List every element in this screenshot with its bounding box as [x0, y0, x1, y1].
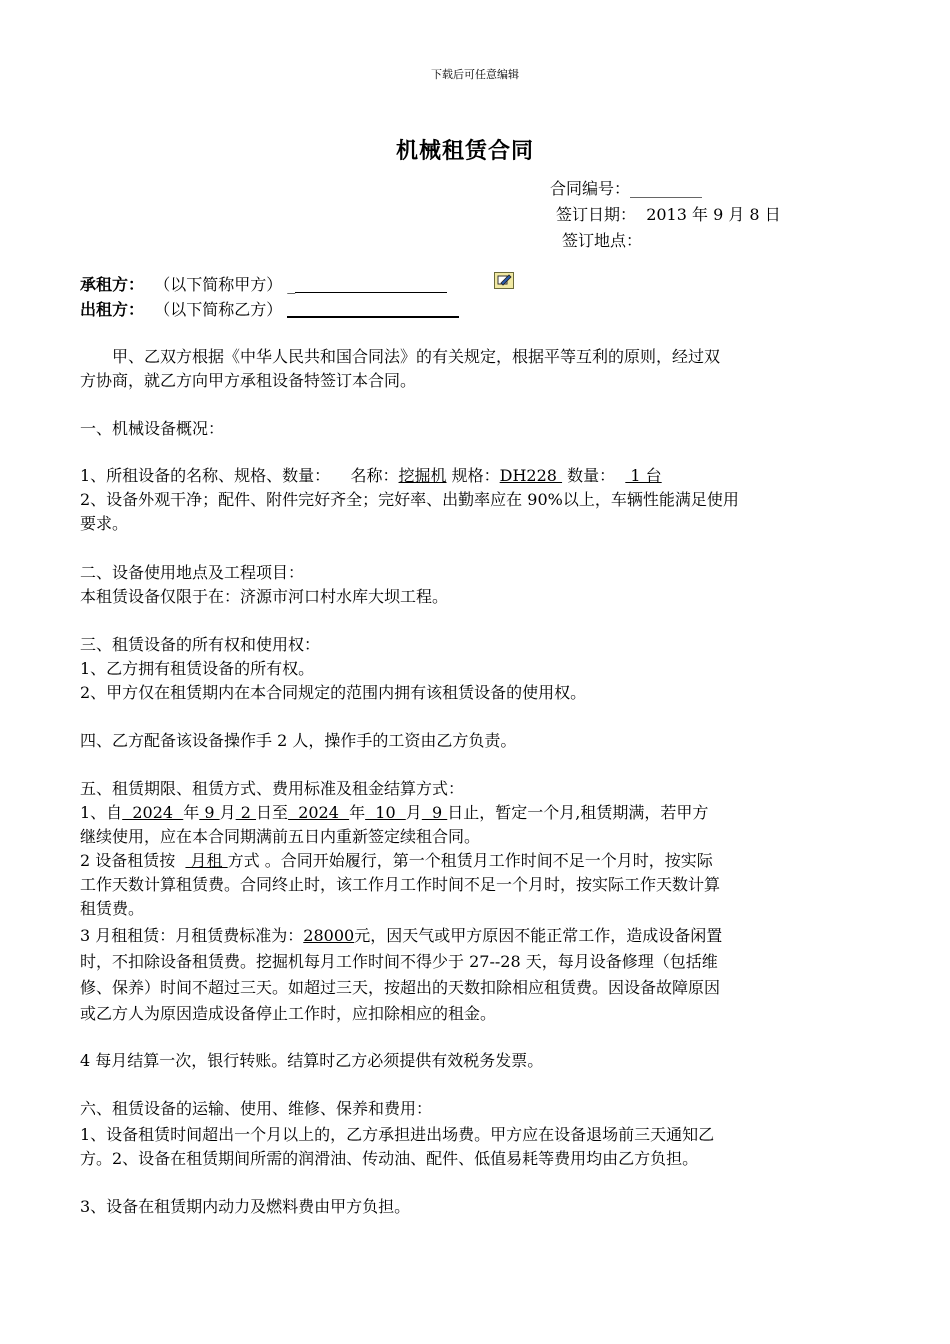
edit-form-icon[interactable]: [494, 272, 514, 289]
year-unit: 年: [183, 803, 200, 822]
month-unit: 月: [219, 803, 236, 822]
section-6-title: 六、租赁设备的运输、使用、维修、保养和费用：: [80, 1099, 433, 1118]
sign-date-row: [556, 202, 781, 225]
lessor-row: [80, 298, 459, 321]
mode-prefix: 2 设备租赁按: [80, 851, 186, 870]
section-3-item-2: 2、甲方仅在租赁期内在本合同规定的范围内拥有该租赁设备的使用权。: [80, 683, 587, 702]
intro-line-1: 甲、乙双方根据《中华人民共和国合同法》的有关规定，根据平等互利的原则，经过双: [112, 347, 721, 366]
year-unit: 年: [349, 803, 366, 822]
section-6-item-3: 3、设备在租赁期内动力及燃料费由甲方负担。: [80, 1197, 411, 1216]
lessee-label: 承租方：: [80, 275, 145, 294]
mode-suffix: 方式 。合同开始履行，第一个租赁月工作时间不足一个月时，按实际: [227, 851, 713, 870]
header-note: 下载后可任意编辑: [431, 68, 519, 81]
term-prefix: 1、自: [80, 803, 123, 822]
section-5-item-4: 4 每月结算一次，银行转账。结算时乙方必须提供有效税务发票。: [80, 1051, 544, 1070]
lessor-note: （以下简称乙方）: [154, 300, 283, 319]
section-1-item-2b: 要求。: [80, 514, 129, 533]
section-2-title: 二、设备使用地点及工程项目：: [80, 563, 305, 582]
fee-suffix: 元，因天气或甲方原因不能正常工作，造成设备闲置: [354, 926, 723, 945]
sign-place-row: [562, 228, 642, 251]
section-4-body: 四、乙方配备该设备操作手 2 人，操作手的工资由乙方负责。: [80, 731, 517, 750]
section-6-item-1a: 1、设备租赁时间超出一个月以上的，乙方承担进出场费。甲方应在设备退场前三天通知乙: [80, 1125, 715, 1144]
section-3-title: 三、租赁设备的所有权和使用权：: [80, 635, 321, 654]
section-5-item-2-line-3: 租赁费。: [80, 899, 145, 918]
equipment-name: 挖掘机: [398, 466, 447, 485]
section-2-body: 本租赁设备仅限于在：济源市河口村水库大坝工程。: [80, 587, 449, 606]
monthly-fee: 28000: [303, 926, 355, 945]
section-5-item-2-line-2: 工作天数计算租赁费。合同终止时，该工作月工作时间不足一个月时，按实际工作天数计算: [80, 875, 721, 894]
section-6-item-1b: 方。2、设备在租赁期间所需的润滑油、传动油、配件、低值易耗等费用均由乙方负担。: [80, 1149, 699, 1168]
lessee-blank[interactable]: [295, 274, 447, 293]
sign-date-value: 2013 年 9 月 8 日: [646, 205, 781, 224]
month-unit: 月: [405, 803, 422, 822]
lessee-note: （以下简称甲方）: [154, 275, 283, 294]
section-1-item-2a: 2、设备外观干净；配件、附件完好齐全；完好率、出勤率应在 90%以上，车辆性能满足使用: [80, 490, 739, 509]
section-3-item-1: 1、乙方拥有租赁设备的所有权。: [80, 659, 315, 678]
section-5-item-1: [80, 802, 708, 824]
rental-mode: 月租: [185, 851, 228, 870]
section-5-title: 五、租赁期限、租赁方式、费用标准及租金结算方式：: [80, 779, 465, 798]
section-1-item-1: [80, 465, 662, 487]
sign-date-label: 签订日期：: [556, 205, 637, 224]
intro-line-2: 方协商，就乙方向甲方承租设备特签订本合同。: [80, 371, 417, 390]
start-month: 9: [199, 803, 220, 822]
term-suffix: 日止，暂定一个月,租赁期满，若甲方: [447, 803, 709, 822]
document-title: 机械租赁合同: [395, 138, 534, 164]
end-month: 10: [365, 803, 406, 822]
section-5-item-2: [80, 850, 713, 872]
section-5-item-3-line-2: 时，不扣除设备租赁费。挖掘机每月工作时间不得少于 27--28 天，每月设备修理（包括维: [80, 952, 718, 971]
lessor-blank[interactable]: [287, 298, 459, 318]
quantity-label: 数量：: [562, 466, 626, 485]
item-1-prefix: 1、所租设备的名称、规格、数量： 名称：: [80, 466, 399, 485]
lessee-prefix: _: [287, 275, 296, 294]
start-day: 2: [235, 803, 256, 822]
section-5-item-1-line-2: 继续使用，应在本合同期满前五日内重新签定续租合同。: [80, 827, 481, 846]
equipment-spec: DH228: [499, 466, 563, 485]
section-5-item-3-line-4: 或乙方人为原因造成设备停止工作时，应扣除相应的租金。: [80, 1004, 497, 1023]
end-day: 9: [421, 803, 448, 822]
contract-number-row: [550, 176, 702, 199]
day-to: 日至: [256, 803, 289, 822]
section-5-item-3-line-3: 修、保养）时间不超过三天。如超过三天，按超出的天数扣除相应租赁费。因设备故障原因: [80, 978, 721, 997]
lessor-label: 出租方：: [80, 300, 145, 319]
section-5-item-3: [80, 925, 722, 947]
fee-prefix: 3 月租租赁：月租赁费标准为：: [80, 926, 304, 945]
spec-label: 规格：: [446, 466, 500, 485]
contract-number-value: _________: [630, 179, 703, 198]
start-year: 2024: [122, 803, 184, 822]
sign-place-label: 签订地点：: [562, 231, 643, 250]
lessee-row: [80, 274, 447, 296]
equipment-quantity: 1 台: [625, 466, 662, 485]
contract-number-label: 合同编号：: [550, 179, 631, 198]
end-year: 2024: [288, 803, 350, 822]
section-1-title: 一、机械设备概况：: [80, 419, 225, 438]
